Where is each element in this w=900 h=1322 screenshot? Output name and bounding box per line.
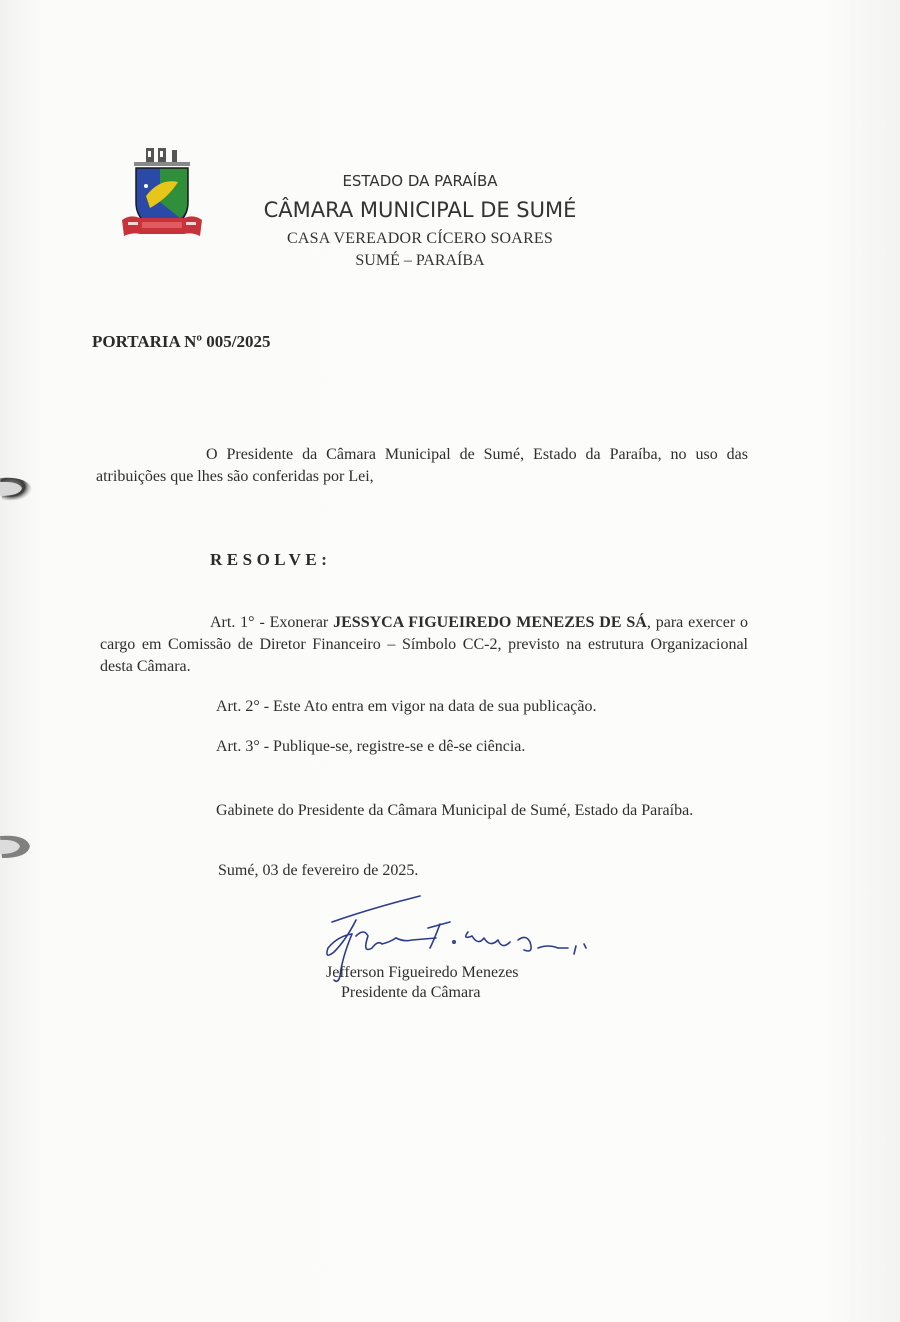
city-name: SUMÉ – PARAÍBA — [355, 252, 485, 269]
signatory-name: Jefferson Figueiredo Menezes — [326, 964, 519, 981]
chamber-name: CÂMARA MUNICIPAL DE SUMÉ — [263, 198, 577, 222]
punch-hole-icon — [0, 832, 38, 862]
article-1-suffix: , para exercer o cargo em Comissão de Diretor Financeiro – Símbolo CC-2, previsto na estrutura Organizacional desta Câmara. — [100, 614, 749, 675]
exonerated-name: JESSYCA FIGUEIREDO MENEZES DE SÁ — [333, 614, 647, 631]
document-title: PORTARIA Nº 005/2025 — [92, 332, 271, 351]
preamble-paragraph: O Presidente da Câmara Municipal de Sumé, Estado da Paraíba, no uso das atribuições que lhes são conferidas por Lei, — [96, 446, 748, 485]
article-2: Art. 2° - Este Ato entra em vigor na data de sua publicação. — [216, 698, 597, 715]
article-3: Art. 3° - Publique-se, registre-se e dê-se ciência. — [216, 738, 526, 755]
date-line: Sumé, 03 de fevereiro de 2025. — [218, 862, 419, 879]
coat-of-arms-icon — [120, 142, 204, 242]
resolve-heading: RESOLVE: — [210, 550, 332, 569]
article-1-prefix: Art. 1° - Exonerar — [210, 614, 334, 631]
signatory-role: Presidente da Câmara — [341, 984, 481, 1001]
punch-hole-icon — [0, 474, 38, 504]
article-1 — [100, 612, 748, 678]
office-line: Gabinete do Presidente da Câmara Municipal de Sumé, Estado da Paraíba. — [216, 802, 694, 819]
house-name: CASA VEREADOR CÍCERO SOARES — [286, 230, 554, 247]
state-name: ESTADO DA PARAÍBA — [342, 172, 498, 190]
